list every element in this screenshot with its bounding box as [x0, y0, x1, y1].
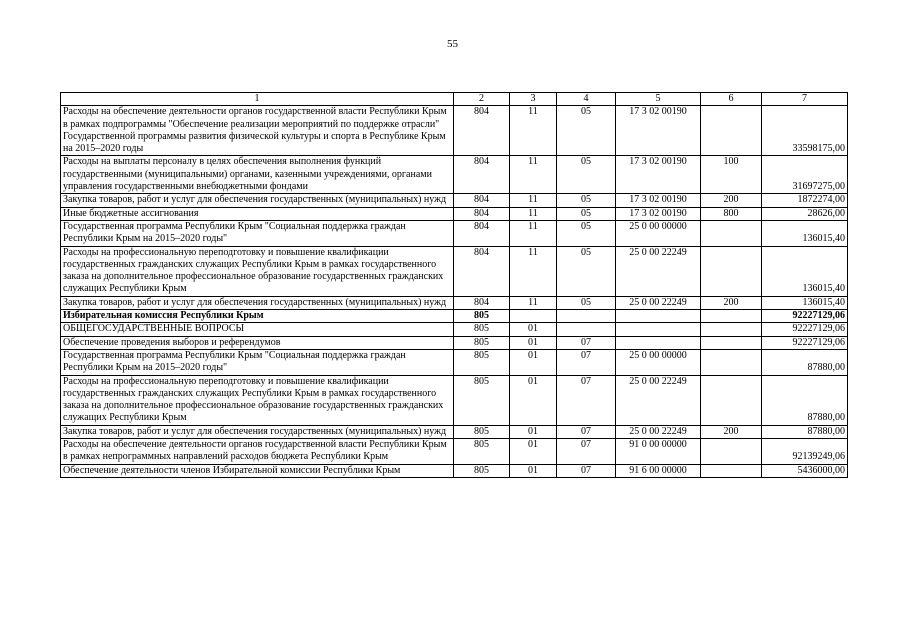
- admin-code-cell: 804: [454, 106, 510, 156]
- item-name-cell: Расходы на обеспечение деятельности органов государственной власти Республики Крым в рамках непрограммных направлений расходов бюджета Республики Крым: [61, 439, 454, 465]
- amount-cell: 5436000,00: [762, 464, 848, 477]
- subsection-cell: 05: [557, 246, 616, 296]
- target-article-cell: [616, 336, 701, 349]
- table-row: [61, 246, 848, 296]
- subsection-cell: 05: [557, 296, 616, 309]
- target-article-cell: 25 0 00 22249: [616, 246, 701, 296]
- target-article-cell: 25 0 00 22249: [616, 425, 701, 438]
- table-row: [61, 375, 848, 425]
- amount-cell: 136015,40: [762, 296, 848, 309]
- amount-cell: 92139249,06: [762, 439, 848, 465]
- header-cell: 7: [762, 93, 848, 106]
- admin-code-cell: 804: [454, 194, 510, 207]
- admin-code-cell: 805: [454, 425, 510, 438]
- admin-code-cell: 805: [454, 323, 510, 336]
- target-article-cell: 17 3 02 00190: [616, 194, 701, 207]
- item-name-cell: Расходы на выплаты персоналу в целях обеспечения выполнения функций государственными (муниципальными) органами, казенными учреждениями, органами управления государственными внебюджетными фондами: [61, 156, 454, 194]
- section-cell: 01: [510, 464, 557, 477]
- table-row: [61, 349, 848, 375]
- header-cell: 6: [701, 93, 762, 106]
- target-article-cell: 91 0 00 00000: [616, 439, 701, 465]
- target-article-cell: 25 0 00 22249: [616, 296, 701, 309]
- subsection-cell: 07: [557, 375, 616, 425]
- expense-type-cell: [701, 323, 762, 336]
- table-row: [61, 464, 848, 477]
- expense-type-cell: [701, 336, 762, 349]
- target-article-cell: 25 0 00 22249: [616, 375, 701, 425]
- expense-type-cell: 200: [701, 425, 762, 438]
- amount-cell: 92227129,06: [762, 336, 848, 349]
- expense-type-cell: [701, 439, 762, 465]
- section-cell: 01: [510, 439, 557, 465]
- amount-cell: 31697275,00: [762, 156, 848, 194]
- table-row: [61, 106, 848, 156]
- table-row: [61, 296, 848, 309]
- item-name-cell: Закупка товаров, работ и услуг для обеспечения государственных (муниципальных) нужд: [61, 194, 454, 207]
- admin-code-cell: 805: [454, 375, 510, 425]
- table-row: [61, 310, 848, 323]
- item-name-cell: Закупка товаров, работ и услуг для обеспечения государственных (муниципальных) нужд: [61, 296, 454, 309]
- section-cell: 11: [510, 220, 557, 246]
- header-cell: 1: [61, 93, 454, 106]
- section-cell: 01: [510, 425, 557, 438]
- target-article-cell: 17 3 02 00190: [616, 156, 701, 194]
- admin-code-cell: 805: [454, 349, 510, 375]
- budget-table: [60, 92, 848, 478]
- target-article-cell: [616, 310, 701, 323]
- subsection-cell: 05: [557, 106, 616, 156]
- amount-cell: 28626,00: [762, 207, 848, 220]
- subsection-cell: 05: [557, 156, 616, 194]
- section-cell: 11: [510, 194, 557, 207]
- admin-code-cell: 805: [454, 464, 510, 477]
- section-cell: 11: [510, 296, 557, 309]
- target-article-cell: 25 0 00 00000: [616, 220, 701, 246]
- subsection-cell: 07: [557, 439, 616, 465]
- section-cell: 01: [510, 323, 557, 336]
- target-article-cell: 17 3 02 00190: [616, 106, 701, 156]
- admin-code-cell: 804: [454, 246, 510, 296]
- target-article-cell: 25 0 00 00000: [616, 349, 701, 375]
- section-cell: 01: [510, 336, 557, 349]
- section-cell: 11: [510, 156, 557, 194]
- item-name-cell: Обеспечение проведения выборов и референдумов: [61, 336, 454, 349]
- subsection-cell: 07: [557, 425, 616, 438]
- table-row: [61, 220, 848, 246]
- expense-type-cell: [701, 464, 762, 477]
- section-cell: 11: [510, 246, 557, 296]
- section-cell: 01: [510, 349, 557, 375]
- expense-type-cell: 100: [701, 156, 762, 194]
- subsection-cell: 05: [557, 207, 616, 220]
- page-number: 55: [447, 38, 458, 50]
- admin-code-cell: 804: [454, 207, 510, 220]
- item-name-cell: Расходы на обеспечение деятельности органов государственной власти Республики Крым в рамках подпрограммы "Обеспечение реализации мероприятий по поддержке отрасли" Государственной программы развития физической культуры и спорта в Республике Крым на 2015–2020 годы: [61, 106, 454, 156]
- table-row: [61, 336, 848, 349]
- subsection-cell: 05: [557, 194, 616, 207]
- subsection-cell: 05: [557, 220, 616, 246]
- table-header-row: [61, 93, 848, 106]
- item-name-cell: Обеспечение деятельности членов Избирательной комиссии Республики Крым: [61, 464, 454, 477]
- subsection-cell: [557, 310, 616, 323]
- amount-cell: 87880,00: [762, 349, 848, 375]
- admin-code-cell: 804: [454, 156, 510, 194]
- expense-type-cell: [701, 375, 762, 425]
- amount-cell: 92227129,06: [762, 323, 848, 336]
- item-name-cell: Государственная программа Республики Крым "Социальная поддержка граждан Республики Крым на 2015–2020 годы": [61, 349, 454, 375]
- section-cell: 11: [510, 106, 557, 156]
- target-article-cell: [616, 323, 701, 336]
- expense-type-cell: 200: [701, 194, 762, 207]
- expense-type-cell: [701, 220, 762, 246]
- table-row: [61, 156, 848, 194]
- section-cell: [510, 310, 557, 323]
- admin-code-cell: 805: [454, 310, 510, 323]
- item-name-cell: Расходы на профессиональную переподготовку и повышение квалификации государственных гражданских служащих Республики Крым в рамках государственного заказа на дополнительное профессиональное образование государственных гражданских служащих Республики Крым: [61, 246, 454, 296]
- expense-type-cell: [701, 246, 762, 296]
- expense-type-cell: 800: [701, 207, 762, 220]
- table-row: [61, 323, 848, 336]
- table-row: [61, 439, 848, 465]
- amount-cell: 33598175,00: [762, 106, 848, 156]
- header-cell: 5: [616, 93, 701, 106]
- expense-type-cell: [701, 349, 762, 375]
- item-name-cell: Закупка товаров, работ и услуг для обеспечения государственных (муниципальных) нужд: [61, 425, 454, 438]
- target-article-cell: 17 3 02 00190: [616, 207, 701, 220]
- section-cell: 11: [510, 207, 557, 220]
- admin-code-cell: 804: [454, 296, 510, 309]
- section-cell: 01: [510, 375, 557, 425]
- subsection-cell: 07: [557, 336, 616, 349]
- expense-type-cell: 200: [701, 296, 762, 309]
- amount-cell: 92227129,06: [762, 310, 848, 323]
- table-row: [61, 194, 848, 207]
- item-name-cell: Иные бюджетные ассигнования: [61, 207, 454, 220]
- header-cell: 2: [454, 93, 510, 106]
- expense-type-cell: [701, 106, 762, 156]
- admin-code-cell: 804: [454, 220, 510, 246]
- admin-code-cell: 805: [454, 336, 510, 349]
- header-cell: 4: [557, 93, 616, 106]
- item-name-cell: Государственная программа Республики Крым "Социальная поддержка граждан Республики Крым на 2015–2020 годы": [61, 220, 454, 246]
- item-name-cell: Расходы на профессиональную переподготовку и повышение квалификации государственных гражданских служащих Республики Крым в рамках государственного заказа на дополнительное профессиональное образование государственных гражданских служащих Республики Крым: [61, 375, 454, 425]
- amount-cell: 136015,40: [762, 246, 848, 296]
- subsection-cell: 07: [557, 349, 616, 375]
- table-row: [61, 207, 848, 220]
- target-article-cell: 91 6 00 00000: [616, 464, 701, 477]
- subsection-cell: 07: [557, 464, 616, 477]
- amount-cell: 87880,00: [762, 375, 848, 425]
- item-name-cell: ОБЩЕГОСУДАРСТВЕННЫЕ ВОПРОСЫ: [61, 323, 454, 336]
- admin-code-cell: 805: [454, 439, 510, 465]
- amount-cell: 136015,40: [762, 220, 848, 246]
- item-name-cell: Избирательная комиссия Республики Крым: [61, 310, 454, 323]
- table-row: [61, 425, 848, 438]
- amount-cell: 87880,00: [762, 425, 848, 438]
- expense-type-cell: [701, 310, 762, 323]
- subsection-cell: [557, 323, 616, 336]
- amount-cell: 1872274,00: [762, 194, 848, 207]
- header-cell: 3: [510, 93, 557, 106]
